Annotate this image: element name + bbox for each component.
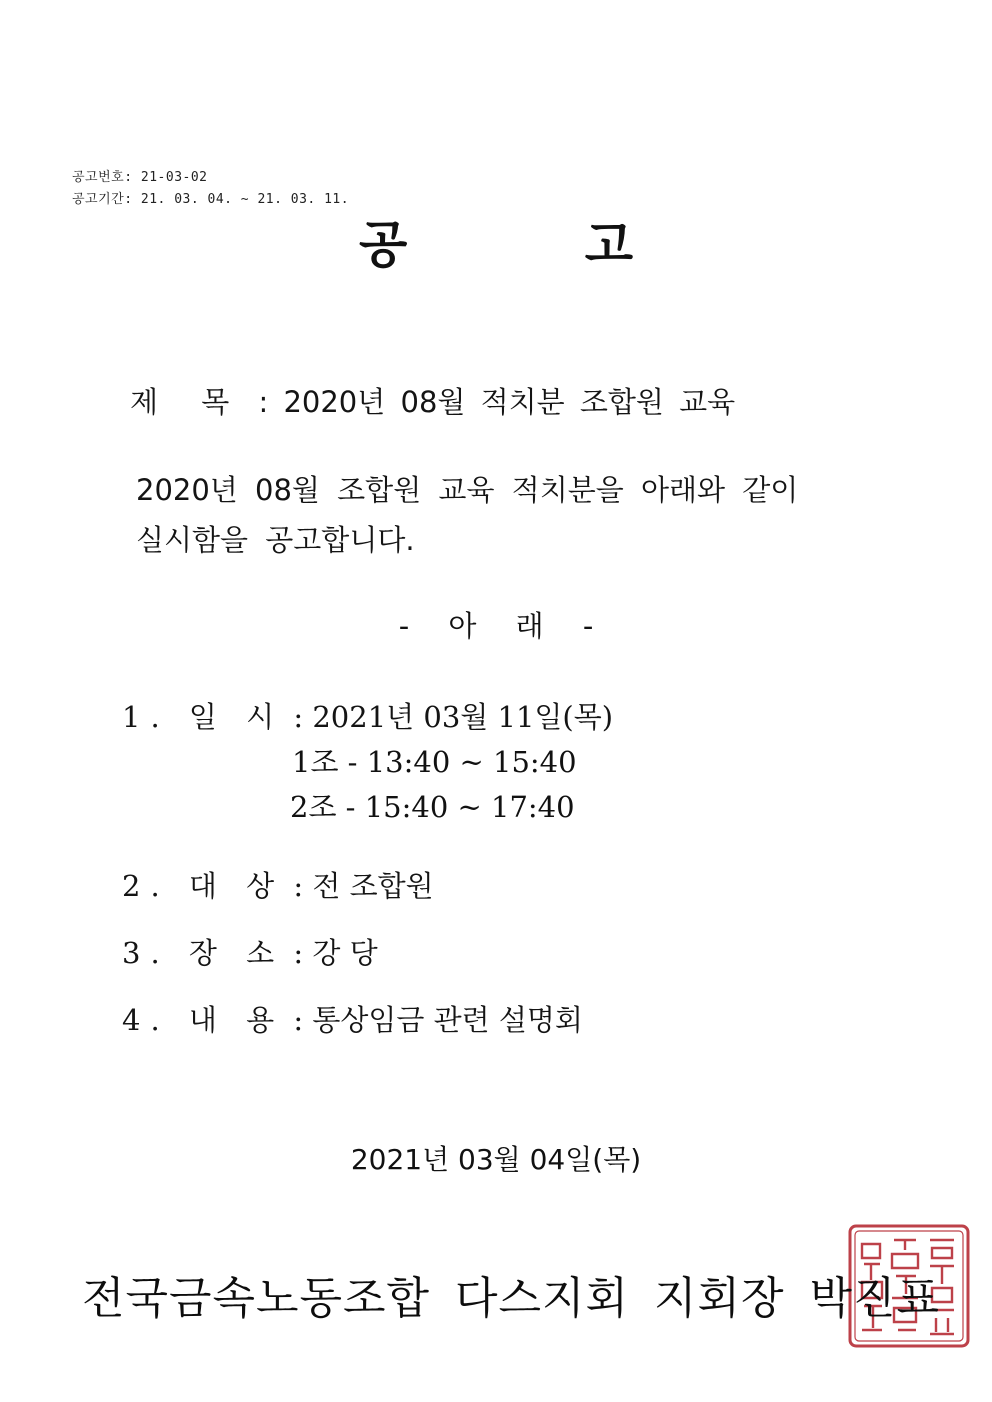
item-value: : 통상임금 관련 설명회 xyxy=(293,1003,583,1037)
schedule-group-2: 2조 - 15:40 ~ 17:40 xyxy=(290,790,575,824)
item-place xyxy=(122,931,378,972)
intro-line-2: 실시함을 공고합니다. xyxy=(136,523,415,557)
item-value: : 강 당 xyxy=(293,936,378,970)
item-label: 3. 장 소 xyxy=(122,936,285,970)
subject-value: : 2020년 08월 적치분 조합원 교육 xyxy=(258,385,736,419)
subject-line xyxy=(130,380,735,421)
item-content xyxy=(122,998,583,1039)
signature-line: 전국금속노동조합 다스지회 지회장 박진표 xyxy=(82,1273,941,1324)
section-heading: - 아 래 - xyxy=(398,609,594,643)
item-label: 2. 대 상 xyxy=(122,869,285,903)
item-label: 4. 내 용 xyxy=(122,1003,285,1037)
notice-number: 공고번호: 21-03-02 xyxy=(72,170,208,185)
notice-period: 공고기간: 21. 03. 04. ~ 21. 03. 11. xyxy=(72,192,350,207)
item-value: : 2021년 03월 11일(목) xyxy=(293,700,614,734)
document-title: 공 고 xyxy=(358,216,713,274)
item-target xyxy=(122,864,434,905)
schedule-group-1: 1조 - 13:40 ~ 15:40 xyxy=(292,745,577,779)
intro-line-1: 2020년 08월 조합원 교육 적치분을 아래와 같이 xyxy=(136,473,799,507)
item-label: 1. 일 시 xyxy=(122,700,285,734)
subject-label: 제 목 xyxy=(130,385,244,419)
notice-date: 2021년 03월 04일(목) xyxy=(350,1143,642,1176)
item-schedule xyxy=(122,695,613,736)
item-value: : 전 조합원 xyxy=(293,869,434,903)
